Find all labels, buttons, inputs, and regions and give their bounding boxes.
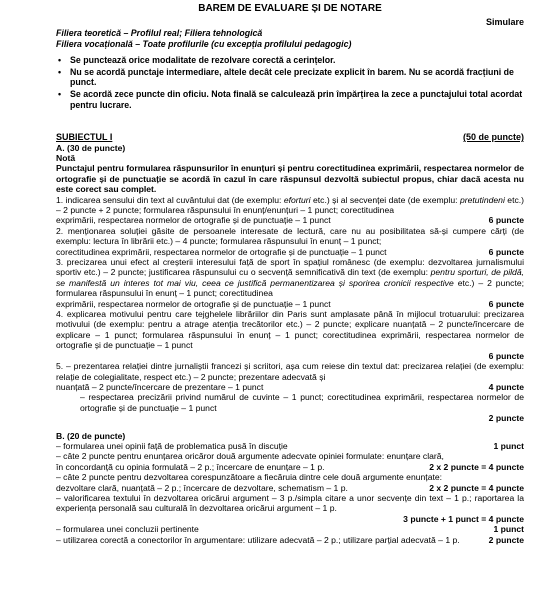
rules-list <box>56 55 524 110</box>
item-3-points: 6 puncte <box>488 298 524 309</box>
subject-points: (50 de puncte) <box>462 132 524 143</box>
b-line-6: – utilizarea corectă a conectorilor în argumentare: utilizare adecvată – 2 p.; utilizare parțial adecvată – 1 p. 2 puncte <box>56 534 524 545</box>
section-a-heading: A. (30 de puncte) <box>56 142 126 153</box>
item-5-points: 4 puncte <box>488 381 524 392</box>
b-line-4-points: 3 puncte + 1 punct = 4 puncte <box>403 513 524 524</box>
document-title: BAREM DE EVALUARE ȘI DE NOTARE <box>198 3 382 14</box>
nota-label: Notă <box>56 152 76 163</box>
b-line-1: – formularea unei opinii față de problematica pusă în discuție 1 punct <box>56 440 524 451</box>
item-1-points: 6 puncte <box>488 215 524 226</box>
item-5: 5. – prezentarea relației dintre jurnaliștii francezi și scriitori, așa cum reiese din textul dat: precizarea relației (de exemplu: relație de colegialitate, respect etc.) – 2 puncte; prezentare adecvată și <box>56 361 524 382</box>
simulation-label: Simulare <box>485 17 524 27</box>
item-2-points: 6 puncte <box>488 246 524 257</box>
item-4: 4. explicarea motivului pentru care tejghelele librăriilor din Paris sunt amplasate până în mijlocul trotuarului: precizarea motivului (de exemplu: pentru a atrage atenția trecătorilor etc.) – 2 puncte; explicare nuanțată – 2 puncte/încercare de explicare – 1 punct; formularea răspunsului în enunț – 1 punct; corectitudinea exprimării, respectarea normelor de ortografie și de punctuație – 1 punct <box>56 309 524 351</box>
item-1-last: exprimării, respectarea normelor de ortografie și de punctuație – 1 punct 6 puncte <box>56 215 524 226</box>
b-line-2: în concordanță cu opinia formulată – 2 p.; încercare de enunțare – 1 p. 2 x 2 puncte = 4 puncte <box>56 461 524 472</box>
filiera-line-1: Filiera teoretică – Profilul real; Filiera tehnologică <box>56 28 263 38</box>
subject-header <box>56 132 524 142</box>
item-3: 3. precizarea unui efect al creșterii interesului față de sport în spațiul românesc (de exemplu: dezvoltarea jurnalismului sportiv etc.) – 2 puncte; justificarea răspunsului cu o secvență semnificativă din text (de exemplu: pentru sporturi, de pildă, se manifestă un interes tot mai viu, ceea ce justifică permanentizarea și sporirea cronicii respective etc.) – 2 puncte; formularea răspunsului în enunț – 1 punct; corectitudinea <box>56 257 524 299</box>
item-3-last: exprimării, respectarea normelor de ortografie și de punctuație – 1 punct 6 puncte <box>56 298 524 309</box>
item-4-points: 6 puncte <box>488 350 524 361</box>
b-line-2-pre: – câte 2 puncte pentru enunțarea oricăror două argumente adecvate opiniei formulate: enunțare clară, <box>56 451 444 462</box>
item-1: 1. indicarea sensului din text al cuvântului dat (de exemplu: eforturi etc.) și al secvenței date (de exemplu: pretutindeni etc.) – 2 puncte + 2 puncte; formularea răspunsului în enunț/enunțuri – 1 punct; corectitudinea <box>56 194 525 215</box>
item-5-tail: – respectarea precizării privind numărul de cuvinte – 1 punct; corectitudinea exprimării, respectarea normelor de ortografie și de punctuație – 1 punct <box>80 392 524 413</box>
b-line-5: – formularea unei concluzii pertinente 1 punct <box>56 524 524 535</box>
b-line-3: dezvoltare clară, nuanțată – 2 p.; încercare de dezvoltare, schematism – 1 p. 2 x 2 puncte = 4 puncte <box>56 482 524 493</box>
item-2-last: corectitudinea exprimării, respectarea normelor de ortografie și de punctuație – 1 punct 6 puncte <box>56 246 524 257</box>
b-line-4-pre: – valorificarea textului în dezvoltarea oricărui argument – 3 p./simpla citare a unor secvențe din text – 1 p.; raportarea la experiența personală sau culturală în dezvoltarea oricărui argument – 1 p. <box>56 492 524 514</box>
rule-item: • Se acordă zece puncte din oficiu. Nota finală se calculează prin împărțirea la zece a punctajului total acordat pentru lucrare. <box>70 89 524 110</box>
section-b-heading: B. (20 de puncte) <box>56 430 126 441</box>
item-2: 2. menționarea soluției găsite de persoanele interesate de lectură, care nu au posibilitatea să-și cumpere cărți (de exemplu: lectura în librării etc.) – 4 puncte; formularea răspunsului în enunț – 1 punct; <box>56 225 524 247</box>
b-line-3-pre: – câte 2 puncte pentru dezvoltarea corespunzătoare a fiecăruia dintre cele două argumente enunțate: <box>56 472 443 483</box>
item-5-tail-points: 2 puncte <box>488 413 524 424</box>
subject-label: SUBIECTUL I <box>56 132 113 143</box>
item-5-last: nuanțată – 2 puncte/încercare de prezentare – 1 punct 4 puncte <box>56 381 524 392</box>
filiera-line-2: Filiera vocațională – Toate profilurile (cu excepția profilului pedagogic) <box>56 38 352 49</box>
rule-item: • Nu se acordă punctaje intermediare, altele decât cele precizate explicit în barem. Nu se acordă fracțiuni de punct. <box>70 67 524 88</box>
rule-item: • Se punctează orice modalitate de rezolvare corectă a cerințelor. <box>70 55 524 66</box>
nota-text: Punctajul pentru formularea răspunsurilor în enunțuri și pentru corectitudinea exprimării, respectarea normelor de ortografie și de punctuație se acordă în cazul în care răspunsul dezvoltă subiectul propus, chiar dacă acesta nu este corect sau complet. <box>56 163 524 195</box>
